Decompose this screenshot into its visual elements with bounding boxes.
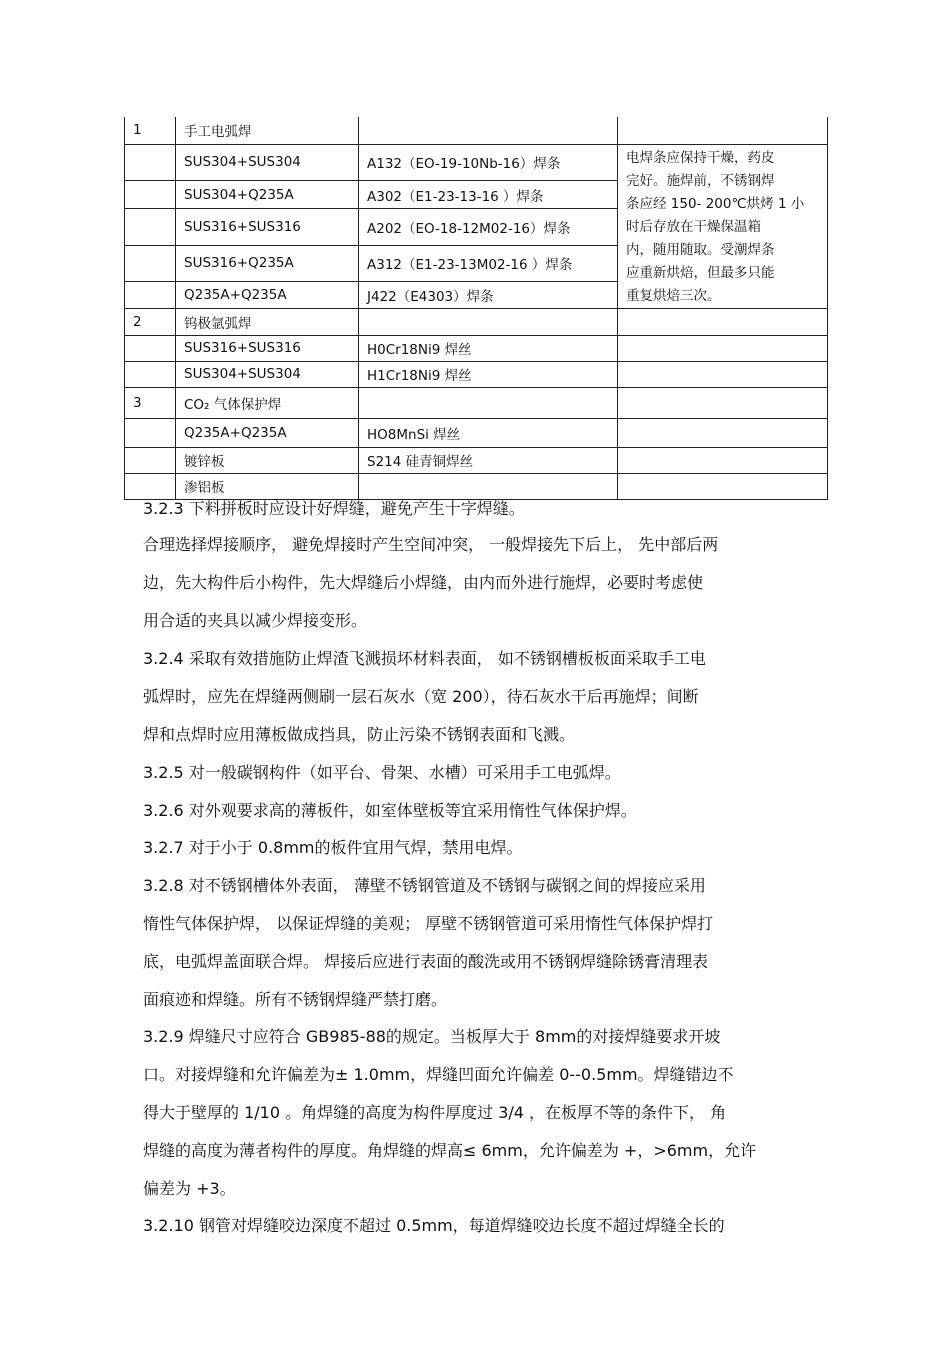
- cell-remarks: [618, 361, 828, 387]
- cell-number: [125, 418, 176, 447]
- text-line: 底，电弧焊盖面联合焊。 焊接后应进行表面的酸洗或用不锈钢焊缝除锈膏清理表: [143, 952, 709, 971]
- paragraph: [143, 1018, 813, 1208]
- cell-material-or-method: 手工电弧焊: [176, 117, 359, 144]
- cell-filler-material: J422（E4303）焊条: [359, 282, 618, 308]
- table-row: [125, 308, 828, 335]
- paragraph: [143, 490, 813, 528]
- paragraph: [143, 792, 813, 830]
- cell-filler-material: H0Cr18Ni9 焊丝: [359, 335, 618, 361]
- text-line: 3.2.4 采取有效措施防止焊渣飞溅损坏材料表面， 如不锈钢槽板板面采取手工电: [143, 649, 706, 668]
- cell-number: [125, 180, 176, 209]
- remark-line: 条应经 150- 200℃烘烤 1 小: [626, 195, 805, 212]
- text-line: 惰性气体保护焊， 以保证焊缝的美观； 厚壁不锈钢管道可采用惰性气体保护焊打: [143, 914, 714, 933]
- cell-number: 3: [125, 387, 176, 418]
- cell-number: [125, 209, 176, 245]
- cell-number: [125, 447, 176, 473]
- cell-number: 1: [125, 117, 176, 144]
- cell-material-or-method: 镀锌板: [176, 447, 359, 473]
- cell-remarks: [618, 144, 828, 308]
- text-line: 焊缝的高度为薄者构件的厚度。角焊缝的焊高≤ 6mm，允许偏差为 +，>6mm，允许: [143, 1141, 757, 1160]
- text-line: 3.2.7 对于小于 0.8mm的板件宜用气焊，禁用电焊。: [143, 838, 523, 857]
- cell-material-or-method: SUS316+SUS316: [176, 335, 359, 361]
- text-line: 焊和点焊时应用薄板做成挡具，防止污染不锈钢表面和飞溅。: [143, 725, 576, 744]
- cell-remarks: [618, 335, 828, 361]
- text-line: 3.2.9 焊缝尺寸应符合 GB985-88的规定。当板厚大于 8mm的对接焊缝要求开坡: [143, 1027, 721, 1046]
- cell-filler-material: A312（E1-23-13M02-16 ）焊条: [359, 245, 618, 281]
- welding-method-table: [124, 117, 828, 500]
- text-line: 3.2.10 钢管对焊缝咬边深度不超过 0.5mm，每道焊缝咬边长度不超过焊缝全长的: [143, 1216, 725, 1235]
- table-row: [125, 387, 828, 418]
- text-line: 3.2.3 下料拼板时应设计好焊缝，避免产生十字焊缝。: [143, 499, 525, 518]
- cell-material-or-method: Q235A+Q235A: [176, 418, 359, 447]
- cell-remarks: [618, 447, 828, 473]
- cell-filler-material: [359, 308, 618, 335]
- cell-filler-material: [359, 117, 618, 144]
- cell-material-or-method: 钨极氩弧焊: [176, 308, 359, 335]
- cell-material-or-method: SUS304+SUS304: [176, 144, 359, 180]
- cell-filler-material: H1Cr18Ni9 焊丝: [359, 361, 618, 387]
- text-line: 得大于壁厚的 1/10 。角焊缝的高度为构件厚度过 3/4 ，在板厚不等的条件下， 角: [143, 1103, 727, 1122]
- paragraph: [143, 640, 813, 754]
- cell-filler-material: [359, 387, 618, 418]
- cell-remarks: [618, 117, 828, 144]
- remark-line: 完好。施焊前，不锈钢焊: [626, 172, 775, 189]
- remark-line: 重复烘焙三次。: [626, 287, 721, 304]
- text-line: 口。对接焊缝和允许偏差为± 1.0mm，焊缝凹面允许偏差 0--0.5mm。焊缝错边不: [143, 1065, 734, 1084]
- text-line: 合理选择焊接顺序， 避免焊接时产生空间冲突， 一般焊接先下后上， 先中部后两: [143, 535, 719, 554]
- cell-filler-material: A132（EO-19-10Nb-16）焊条: [359, 144, 618, 180]
- remark-line: 时后存放在干燥保温箱: [626, 218, 761, 235]
- text-line: 弧焊时，应先在焊缝两侧刷一层石灰水（宽 200），待石灰水干后再施焊；间断: [143, 687, 699, 706]
- table-row: [125, 418, 828, 447]
- text-line: 面痕迹和焊缝。所有不锈钢焊缝严禁打磨。: [143, 990, 448, 1009]
- paragraph: [143, 829, 813, 867]
- remark-line: 应重新烘焙，但最多只能: [626, 264, 775, 281]
- cell-remarks: [618, 308, 828, 335]
- remark-line: 内，随用随取。受潮焊条: [626, 241, 775, 258]
- cell-number: [125, 335, 176, 361]
- cell-material-or-method: Q235A+Q235A: [176, 282, 359, 308]
- cell-material-or-method: CO₂ 气体保护焊: [176, 387, 359, 418]
- table-row: [125, 117, 828, 144]
- text-line: 偏差为 +3。: [143, 1179, 236, 1198]
- paragraph: [143, 867, 813, 1019]
- cell-material-or-method: SUS304+Q235A: [176, 180, 359, 209]
- cell-number: 2: [125, 308, 176, 335]
- cell-number: [125, 245, 176, 281]
- paragraph: [143, 526, 813, 640]
- paragraph: [143, 754, 813, 792]
- table-row: [125, 361, 828, 387]
- text-line: 3.2.8 对不锈钢槽体外表面， 薄壁不锈钢管道及不锈钢与碳钢之间的焊接应采用: [143, 876, 706, 895]
- paragraph: [143, 1207, 813, 1245]
- cell-remarks: [618, 418, 828, 447]
- cell-remarks: [618, 387, 828, 418]
- text-line: 3.2.5 对一般碳钢构件（如平台、骨架、水槽）可采用手工电弧焊。: [143, 763, 621, 782]
- cell-filler-material: S214 硅青铜焊丝: [359, 447, 618, 473]
- table-row: [125, 144, 828, 180]
- cell-number: [125, 361, 176, 387]
- text-line: 3.2.6 对外观要求高的薄板件，如室体壁板等宜采用惰性气体保护焊。: [143, 801, 637, 820]
- table-row: [125, 447, 828, 473]
- cell-number: [125, 282, 176, 308]
- cell-filler-material: HO8MnSi 焊丝: [359, 418, 618, 447]
- cell-filler-material: A202（EO-18-12M02-16）焊条: [359, 209, 618, 245]
- text-line: 边，先大构件后小构件，先大焊缝后小焊缝，由内而外进行施焊，必要时考虑使: [143, 573, 704, 592]
- cell-filler-material: A302（E1-23-13-16 ）焊条: [359, 180, 618, 209]
- table-row: [125, 335, 828, 361]
- cell-material-or-method: SUS316+SUS316: [176, 209, 359, 245]
- remark-line: 电焊条应保持干燥，药皮: [626, 149, 775, 166]
- cell-material-or-method: SUS304+SUS304: [176, 361, 359, 387]
- cell-material-or-method: 渗铝板: [176, 473, 359, 499]
- cell-material-or-method: SUS316+Q235A: [176, 245, 359, 281]
- text-line: 用合适的夹具以减少焊接变形。: [143, 611, 368, 630]
- cell-number: [125, 144, 176, 180]
